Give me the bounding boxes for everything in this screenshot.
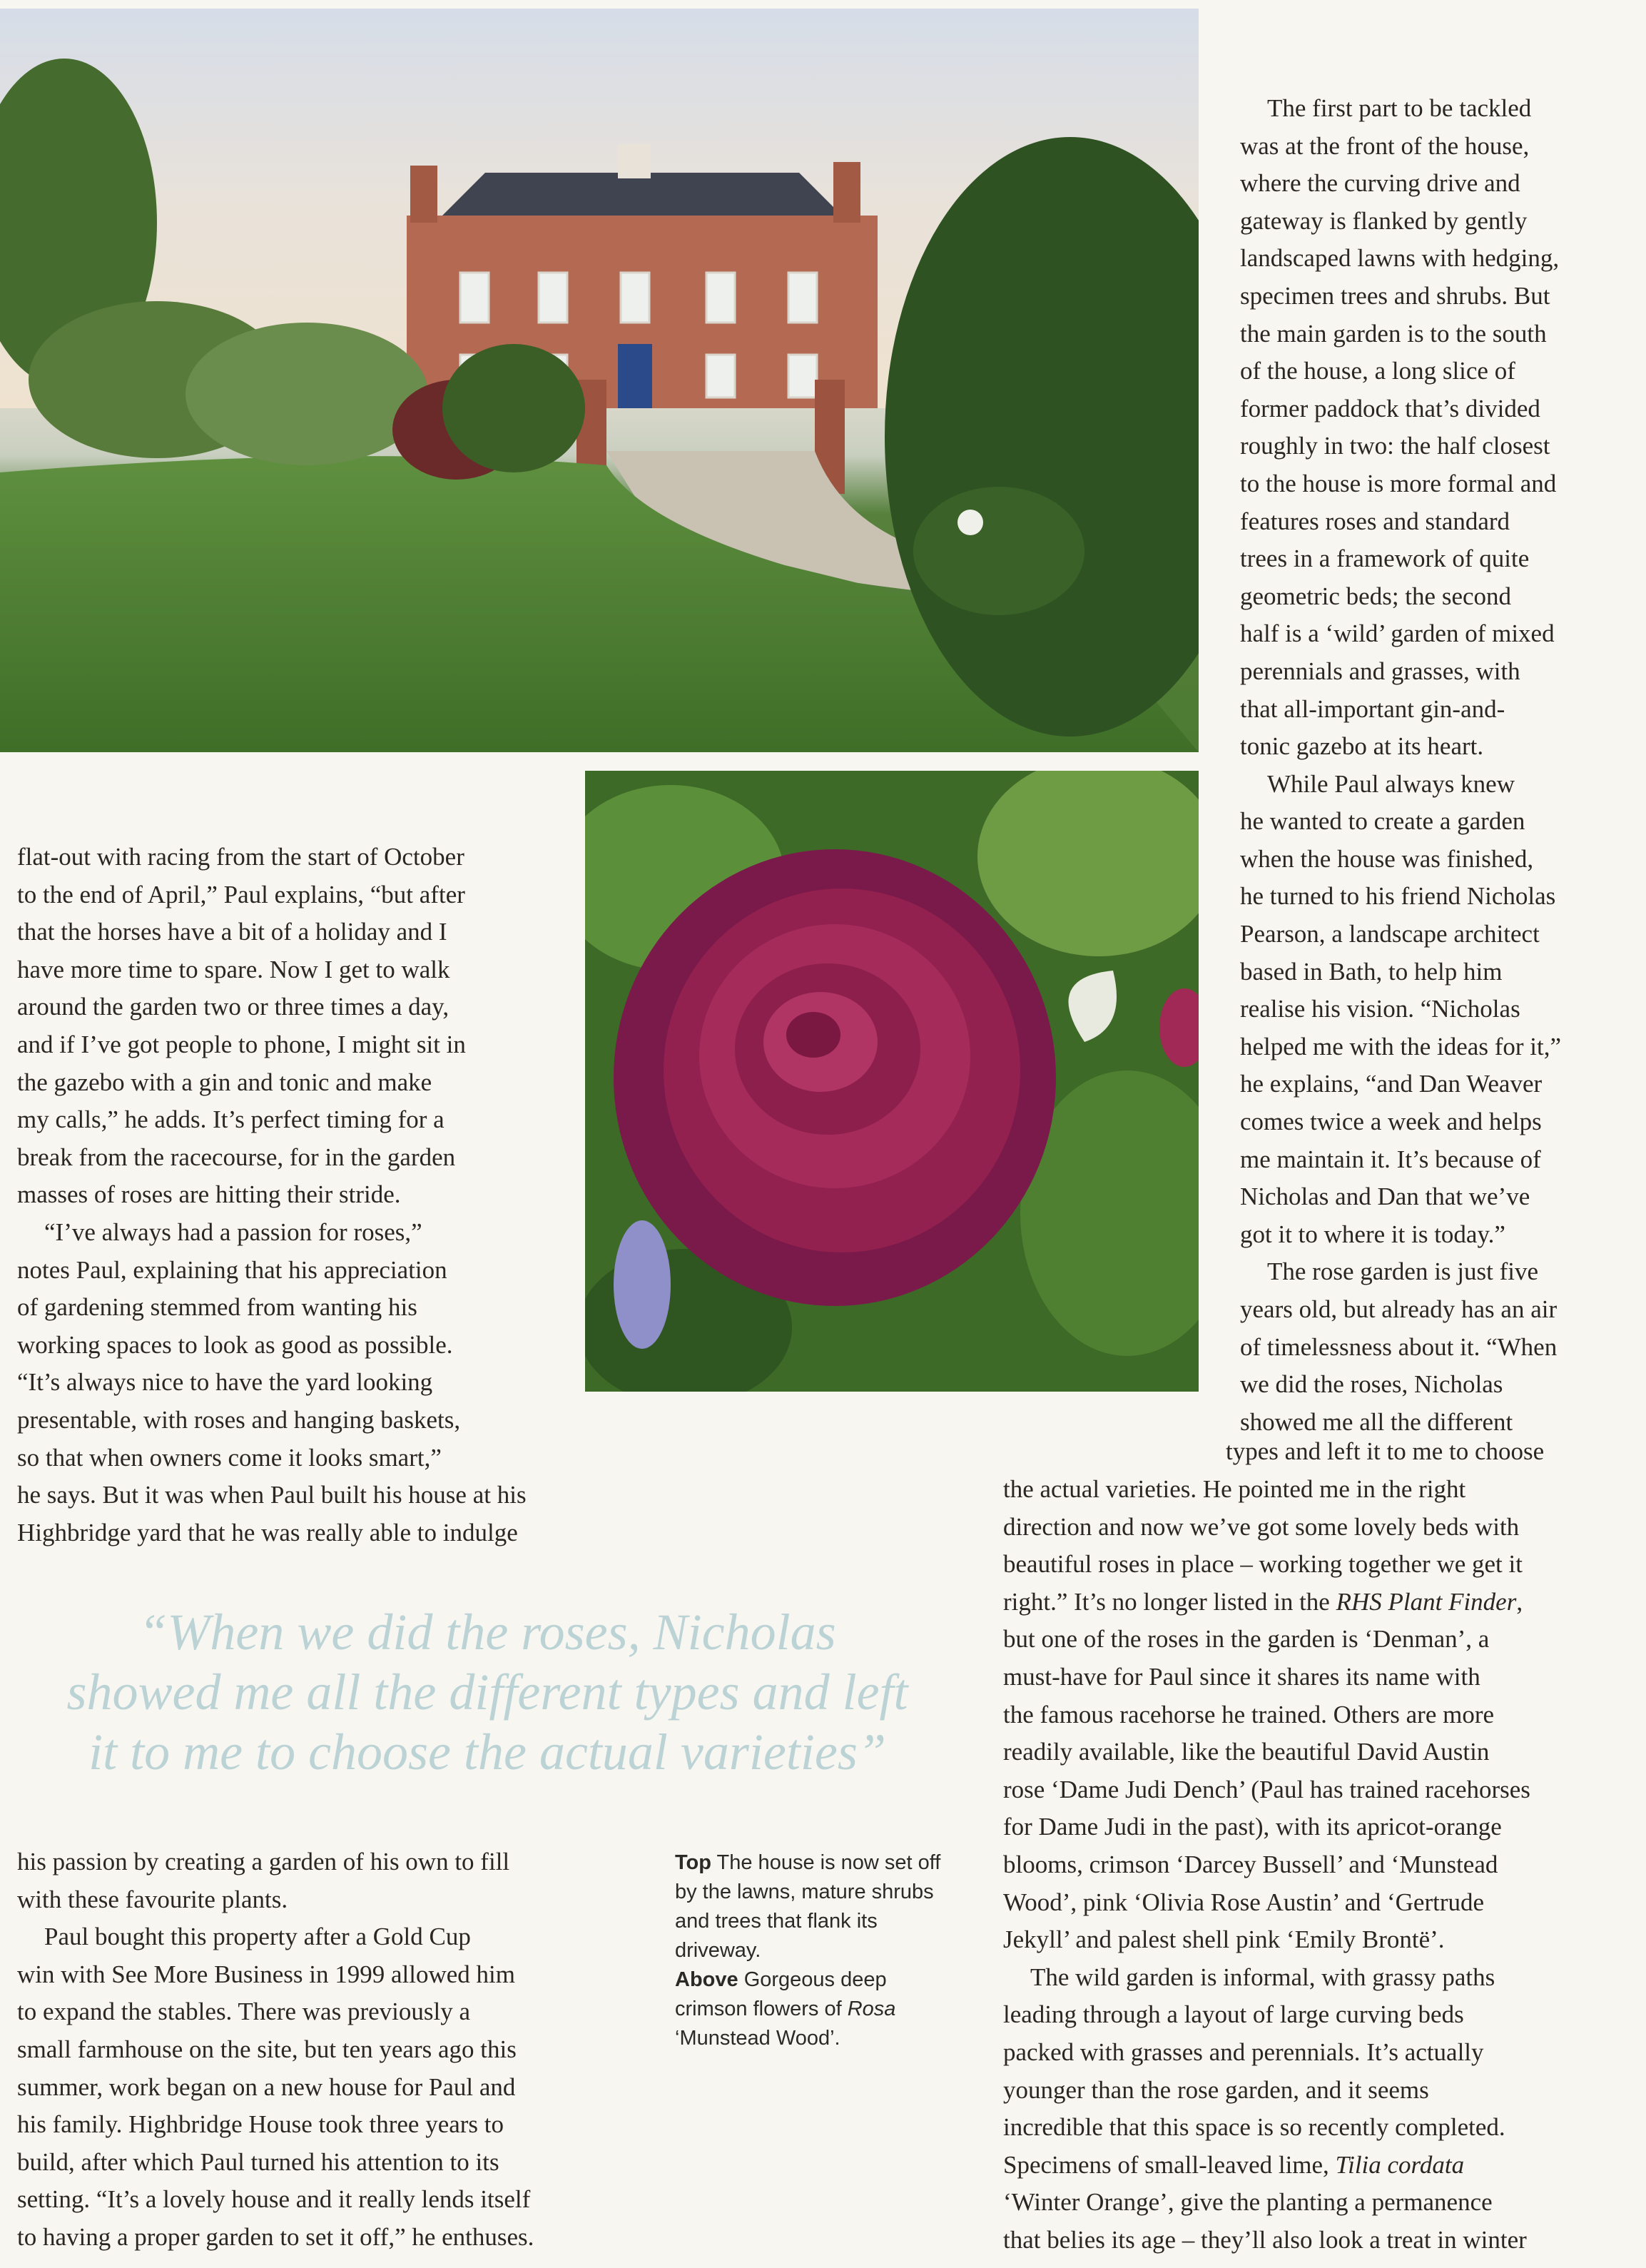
caption-above-label: Above bbox=[675, 1968, 738, 1991]
text-line: to having a proper garden to set it off,” he enthuses. bbox=[17, 2222, 534, 2251]
text-line: presentable, with roses and hanging baskets, bbox=[17, 1405, 461, 1434]
text-line: “It’s always nice to have the yard looking bbox=[17, 1368, 433, 1397]
text-line: he explains, “and Dan Weaver bbox=[1240, 1070, 1543, 1098]
text-line: setting. “It’s a lovely house and it really lends itself bbox=[17, 2185, 531, 2214]
pull-quote-line: showed me all the different types and left bbox=[66, 1664, 908, 1721]
pull-quote bbox=[13, 1602, 962, 1782]
text-line: ‘Winter Orange’, give the planting a permanence bbox=[1003, 2188, 1493, 2217]
text-line: based in Bath, to help him bbox=[1240, 957, 1503, 986]
text-line: The wild garden is informal, with grassy paths bbox=[1030, 1963, 1495, 1991]
text-line: with these favourite plants. bbox=[17, 1885, 288, 1913]
text-line: to the end of April,” Paul explains, “but after bbox=[17, 880, 465, 908]
text-line: readily available, like the beautiful David Austin bbox=[1003, 1738, 1490, 1766]
left-column-bottom bbox=[17, 1843, 645, 2257]
text-line: incredible that this space is so recently completed. bbox=[1003, 2113, 1505, 2142]
text-line: specimen trees and shrubs. But bbox=[1240, 281, 1550, 310]
text-line: Paul bought this property after a Gold Cup bbox=[44, 1923, 471, 1951]
text-line: Nicholas and Dan that we’ve bbox=[1240, 1183, 1530, 1211]
pull-quote-line: it to me to choose the actual varieties” bbox=[88, 1723, 886, 1781]
text-line: landscaped lawns with hedging, bbox=[1240, 244, 1560, 273]
text-line: showed me all the different bbox=[1240, 1407, 1513, 1436]
text-line: The rose garden is just five bbox=[1267, 1257, 1539, 1286]
text-line: perennials and grasses, with bbox=[1240, 657, 1520, 685]
text-line: around the garden two or three times a day, bbox=[17, 993, 449, 1021]
text-line: While Paul always knew bbox=[1267, 769, 1515, 798]
text-line: and if I’ve got people to phone, I might sit in bbox=[17, 1030, 466, 1058]
text-line: tonic gazebo at its heart. bbox=[1240, 732, 1484, 761]
text-line: must-have for Paul since it shares its name with bbox=[1003, 1662, 1480, 1691]
caption-above-post: ‘Munstead Wood’. bbox=[675, 2027, 840, 2050]
text-line: beautiful roses in place – working together we get it bbox=[1003, 1550, 1523, 1579]
text-line: build, after which Paul turned his attention to its bbox=[17, 2147, 499, 2176]
text-line: the actual varieties. He pointed me in the right bbox=[1003, 1475, 1466, 1503]
text-line: leading through a layout of large curving beds bbox=[1003, 2000, 1464, 2029]
text-line: helped me with the ideas for it,” bbox=[1240, 1032, 1561, 1060]
text-line: but one of the roses in the garden is ‘Denman’, a bbox=[1003, 1625, 1490, 1654]
text-line: former paddock that’s divided bbox=[1240, 394, 1540, 422]
right-column-line bbox=[1226, 1433, 1625, 1471]
text-line: my calls,” he adds. It’s perfect timing for a bbox=[17, 1105, 444, 1134]
text-line: of timelessness about it. “When bbox=[1240, 1332, 1558, 1361]
text-line: to the house is more formal and bbox=[1240, 469, 1557, 497]
text-line: he wanted to create a garden bbox=[1240, 807, 1525, 836]
text-line: win with See More Business in 1999 allowed him bbox=[17, 1960, 516, 1988]
text-line: Jekyll’ and palest shell pink ‘Emily Brontë’. bbox=[1003, 1925, 1445, 1954]
rose-photo bbox=[585, 771, 1199, 1392]
text-line: that belies its age – they’ll also look a treat in winter bbox=[1003, 2225, 1527, 2254]
text-line: where the curving drive and bbox=[1240, 169, 1520, 198]
text-line: the gazebo with a gin and tonic and make bbox=[17, 1068, 432, 1096]
text-line: working spaces to look as good as possible. bbox=[17, 1330, 453, 1359]
right-column-top bbox=[1240, 90, 1611, 1441]
text-line: masses of roses are hitting their stride. bbox=[17, 1180, 401, 1209]
text-line: of the house, a long slice of bbox=[1240, 357, 1515, 385]
text-line: half is a ‘wild’ garden of mixed bbox=[1240, 619, 1555, 648]
text-line: small farmhouse on the site, but ten years ago this bbox=[17, 2035, 517, 2063]
text-line: gateway is flanked by gently bbox=[1240, 206, 1528, 235]
caption-top-text: The house is now set off by the lawns, mature shrubs and trees that flank its driveway. bbox=[675, 1851, 941, 1962]
text-line: break from the racecourse, for in the garden bbox=[17, 1143, 456, 1171]
text-line: the famous racehorse he trained. Others are more bbox=[1003, 1700, 1495, 1728]
text-line: that the horses have a bit of a holiday and I bbox=[17, 918, 447, 946]
text-line: trees in a framework of quite bbox=[1240, 545, 1530, 573]
text-line: Highbridge yard that he was really able to indulge bbox=[17, 1518, 518, 1546]
text-line: notes Paul, explaining that his appreciation bbox=[17, 1255, 447, 1284]
text-line: comes twice a week and helps bbox=[1240, 1108, 1542, 1136]
photo-caption bbox=[675, 1848, 960, 2053]
text-line: “I’ve always had a passion for roses,” bbox=[44, 1217, 422, 1246]
caption-top-label: Top bbox=[675, 1851, 711, 1874]
text-line: Wood’, pink ‘Olivia Rose Austin’ and ‘Gertrude bbox=[1003, 1888, 1485, 1916]
text-line: direction and now we’ve got some lovely beds with bbox=[1003, 1512, 1520, 1541]
text-line: Pearson, a landscape architect bbox=[1240, 920, 1540, 948]
caption-rosa: Rosa bbox=[847, 1998, 896, 2020]
right-column-bottom bbox=[1003, 1471, 1631, 2259]
house-photo bbox=[0, 9, 1199, 752]
text-line: geometric beds; the second bbox=[1240, 582, 1512, 610]
text-line: me maintain it. It’s because of bbox=[1240, 1145, 1541, 1173]
text-line: The first part to be tackled bbox=[1267, 94, 1532, 122]
text-line: roughly in two: the half closest bbox=[1240, 432, 1550, 460]
text-line: got it to where it is today.” bbox=[1240, 1220, 1505, 1248]
text-line: that all-important gin-and- bbox=[1240, 694, 1505, 723]
text-line: years old, but already has an air bbox=[1240, 1295, 1558, 1323]
text-line: his passion by creating a garden of his own to fill bbox=[17, 1848, 510, 1875]
text-line: realise his vision. “Nicholas bbox=[1240, 995, 1520, 1023]
text-line: have more time to spare. Now I get to walk bbox=[17, 955, 450, 983]
text-line: his family. Highbridge House took three years to bbox=[17, 2110, 504, 2139]
text-line: Specimens of small-leaved lime, Tilia cordata bbox=[1003, 2150, 1465, 2179]
text-line: the main garden is to the south bbox=[1240, 319, 1547, 348]
text-line: types and left it to me to choose bbox=[1226, 1437, 1545, 1465]
left-column-middle bbox=[17, 839, 609, 1551]
text-line: of gardening stemmed from wanting his bbox=[17, 1293, 417, 1322]
text-line: summer, work began on a new house for Paul and bbox=[17, 2072, 516, 2101]
text-line: right.” It’s no longer listed in the RHS Plant Finder, bbox=[1003, 1587, 1523, 1616]
text-line: blooms, crimson ‘Darcey Bussell’ and ‘Munstead bbox=[1003, 1850, 1498, 1878]
text-line: features roses and standard bbox=[1240, 507, 1510, 535]
text-line: packed with grasses and perennials. It’s actually bbox=[1003, 2037, 1484, 2066]
text-line: when the house was finished, bbox=[1240, 844, 1534, 873]
caption-above-text: Gorgeous deep crimson flowers of bbox=[675, 1968, 887, 2020]
text-line: rose ‘Dame Judi Dench’ (Paul has trained racehorses bbox=[1003, 1775, 1530, 1803]
text-line: was at the front of the house, bbox=[1240, 131, 1530, 160]
text-line: we did the roses, Nicholas bbox=[1240, 1370, 1503, 1399]
pull-quote-line: “When we did the roses, Nicholas bbox=[138, 1604, 836, 1661]
text-line: he says. But it was when Paul built his house at his bbox=[17, 1481, 527, 1509]
text-line: flat-out with racing from the start of October bbox=[17, 843, 464, 871]
text-line: for Dame Judi in the past), with its apricot-orange bbox=[1003, 1813, 1502, 1841]
text-line: so that when owners come it looks smart,” bbox=[17, 1443, 442, 1472]
text-line: he turned to his friend Nicholas bbox=[1240, 882, 1556, 911]
text-line: to expand the stables. There was previously a bbox=[17, 1998, 471, 2026]
text-line: younger than the rose garden, and it seems bbox=[1003, 2075, 1429, 2104]
